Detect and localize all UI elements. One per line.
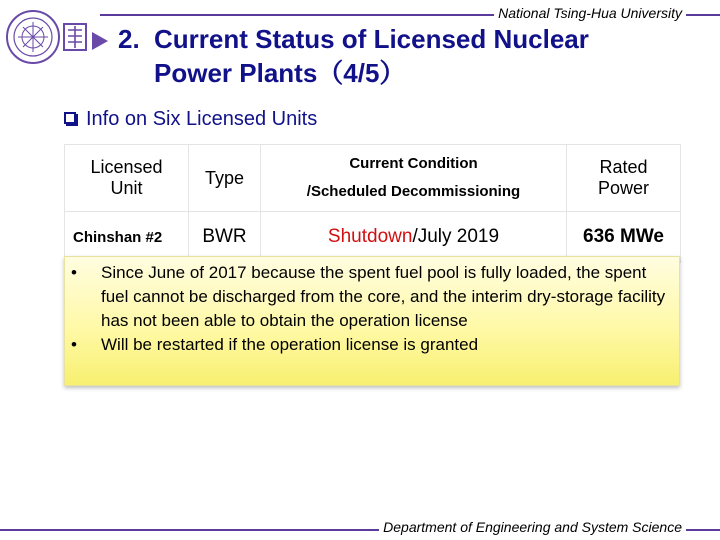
units-table <box>64 144 681 263</box>
notes-list <box>71 261 669 357</box>
title-number: 2. <box>118 24 140 54</box>
header-type: Type <box>189 145 261 212</box>
condition-date: /July 2019 <box>412 226 500 247</box>
bullet-dot: • <box>71 263 77 282</box>
cell-power: 636 MWe <box>567 212 681 263</box>
note-text: Since June of 2017 because the spent fuel pool is fully loaded, the spent fuel cannot be discharged from the core, and the interim dry-storage facility has not been able to obtain the operation license <box>101 263 666 330</box>
slide-title <box>118 22 698 90</box>
note-text: Will be restarted if the operation license is granted <box>101 335 479 354</box>
section-heading-text: Info on Six Licensed Units <box>86 108 318 130</box>
checkbox-bullet-icon <box>64 112 76 124</box>
list-item <box>71 261 669 333</box>
section-heading <box>64 108 317 131</box>
header-current-condition: Current Condition /Scheduled Decommissioning <box>261 145 567 212</box>
header-licensed-unit: Licensed Unit <box>65 145 189 212</box>
university-name: National Tsing-Hua University <box>494 5 686 21</box>
table-header-row <box>65 145 681 212</box>
university-seal-logo <box>4 8 116 66</box>
notes-box <box>64 256 680 386</box>
cell-type: BWR <box>189 212 261 263</box>
condition-status: Shutdown <box>327 226 413 247</box>
header-rated-power: Rated Power <box>567 145 681 212</box>
table-row <box>65 212 681 263</box>
title-line-1: Current Status of Licensed Nuclear <box>154 24 589 54</box>
cell-unit: Chinshan #2 <box>65 212 189 263</box>
department-name: Department of Engineering and System Science <box>379 519 686 535</box>
cell-condition <box>261 212 567 263</box>
bullet-dot: • <box>71 335 77 354</box>
title-line-2: Power Plants（4/5） <box>154 58 406 88</box>
list-item <box>71 333 669 357</box>
units-table-container <box>64 144 680 263</box>
